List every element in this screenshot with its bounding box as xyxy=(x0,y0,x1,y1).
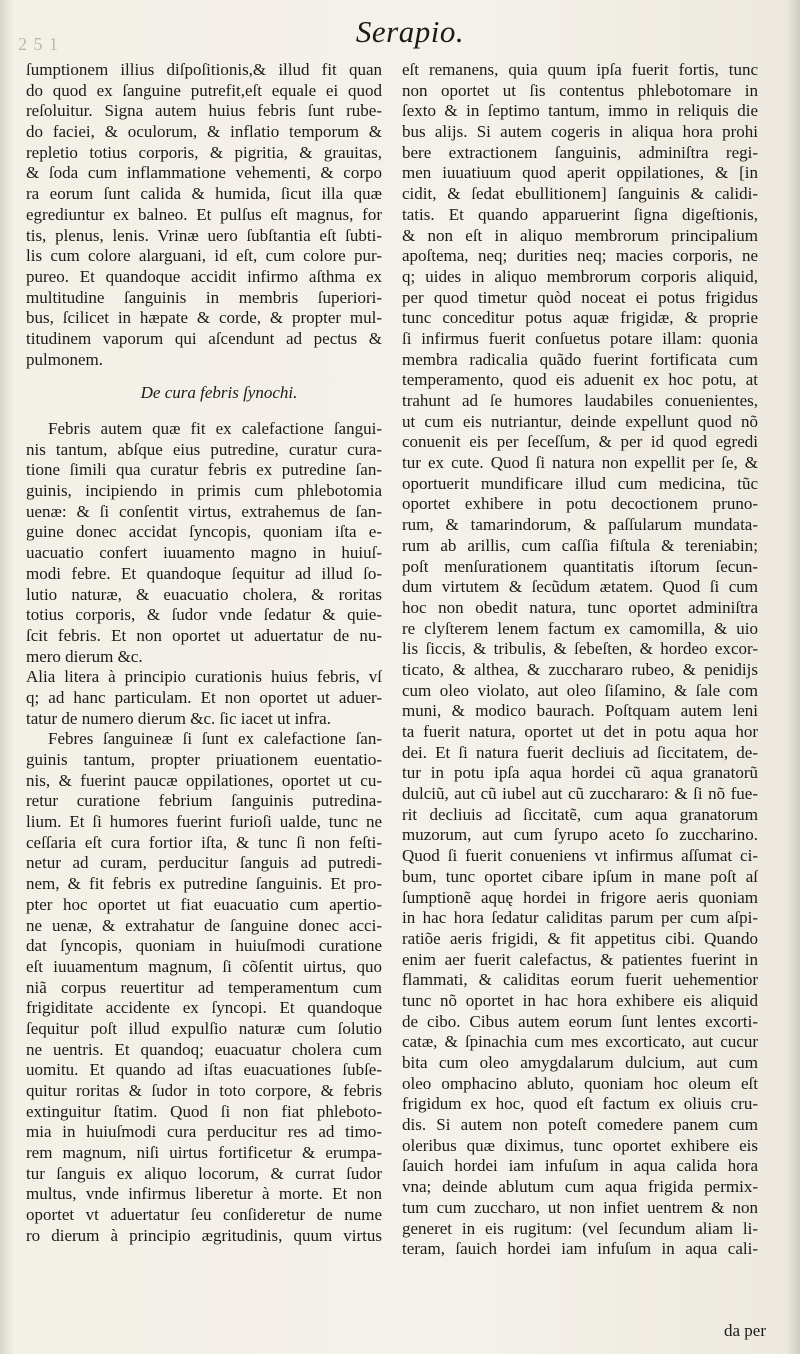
text-line: mia in huiuſmodi cura perducitur res ad timo- xyxy=(26,1122,382,1142)
text-line: ne uentris. Et quandoq; euacuatur cholera cum xyxy=(26,1039,382,1059)
text-line: retur curatione febrium ſanguinis putredina- xyxy=(26,791,382,811)
text-line: per quod timetur quòd noceat ei potus frigidus xyxy=(402,287,758,307)
text-line: bus alijs. Si autem cogeris in aliqua hora prohi xyxy=(402,122,758,142)
text-line: bus, ſcilicet in hæpate & corde, & propter mul- xyxy=(26,308,382,328)
text-line: multus, vnde infirmus liberetur à morte. Et non xyxy=(26,1184,382,1204)
text-line: guinis, incipiendo in primis cum phlebotomia xyxy=(26,481,382,501)
text-line: lis cum colore alarguani, id eſt, cum colore pur- xyxy=(26,246,382,266)
text-line: trahunt ad ſe humores laudabiles conuenientes, xyxy=(402,391,758,410)
text-line: flammati, & caliditas eorum fuerit uehementior xyxy=(402,970,758,990)
text-line: poſt menſurationem quantitatis iſtorum ſecun- xyxy=(402,556,758,576)
text-line: titudinem vaporum qui aſcendunt ad pectus & xyxy=(26,328,382,348)
right-text-column xyxy=(402,60,758,1260)
text-line: uomitu. Et quando ad iſtas euacuationes ſubſe- xyxy=(26,1060,382,1080)
text-line: nem, & fit febris ex putredine ſanguinis. Et pro- xyxy=(26,874,382,894)
text-line: q; uides in aliquo membrorum corporis aliquid, xyxy=(402,266,758,286)
text-line: eſt remanens, quia quum ipſa fuerit fortis, tunc xyxy=(402,60,758,79)
left-text-column xyxy=(26,60,382,1247)
text-line: tur ſanguis ex aliquo locorum, & currat ſudor xyxy=(26,1163,382,1183)
text-line: ro dierum à principio ægritudinis, quum virtus xyxy=(26,1225,382,1245)
text-line: temperamento, quod eis aduenit ex hoc potu, at xyxy=(402,370,758,390)
text-line: & non eſt in aliquo membrorum principalium xyxy=(402,225,758,245)
text-line: frigiditate accidente ex ſyncopi. Et quandoque xyxy=(26,998,382,1018)
text-line: enim aer fuerit calefactus, & patientes fuerint in xyxy=(402,949,758,969)
text-line: ſequitur poſt illud expulſio naturæ cum ſolutio xyxy=(26,1018,382,1038)
text-line: oportuerit mundificare illud cum medicina, tũc xyxy=(402,473,758,493)
text-line: tione ſimili qua curatur febris ex putredine ſan- xyxy=(26,460,382,480)
text-line: totius corporis, & ſudor vnde ſedatur & quie- xyxy=(26,605,382,625)
text-line: netur ad curam, perducitur ſanguis ad putredi- xyxy=(26,853,382,873)
text-line: lutio naturæ, & euacuatio cholera, & roritas xyxy=(26,584,382,604)
text-line: eſt iuuamentum magnum, ſi cõſentit uirtus, quo xyxy=(26,956,382,976)
text-line: quitur roritas & ſudor in toto corpore, & febris xyxy=(26,1081,382,1100)
text-line: nis tantum, abſque eius putredine, curatur cura- xyxy=(26,439,382,459)
text-line: tunc conceditur potus aquæ frigidæ, & proprie xyxy=(402,308,758,328)
text-line: extinguitur ſtatim. Quod ſi non fiat phleboto- xyxy=(26,1101,382,1121)
text-line: non oportet ut ſis contentus phlebotomare in xyxy=(402,80,758,100)
text-line: ticato, & althea, & zucchararo rubeo, & penidijs xyxy=(402,659,758,679)
section-heading: De cura febris ſynochi. xyxy=(140,383,298,403)
text-line: frigidum ex hoc, quod eſt factum ex oliuis cru- xyxy=(402,1094,758,1114)
text-line: lium. Et ſi humores fuerint furioſi ualde, tunc ne xyxy=(26,812,382,832)
text-line: re clyſterem lenem factum ex camomilla, & uio xyxy=(402,618,758,638)
text-line: tur in potu ipſa aqua hordei cũ aqua granatorũ xyxy=(402,763,758,783)
text-line: oportet vt aduertatur ſeu conſideretur de nume xyxy=(26,1205,382,1225)
text-line: in hac hora ſedatur caliditas parum per cum aſpi- xyxy=(402,908,758,928)
text-line: ſi infirmus fuerit conſuetus potare illam: quonia xyxy=(402,328,758,348)
text-line: tunc nõ oportet in hac hora exhibere eis aliquid xyxy=(402,990,758,1010)
text-line: lis ſiccis, & tribulis, & ſebeſten, & hordeo excor- xyxy=(402,639,758,659)
text-line: Febris autem quæ fit ex calefactione ſangui- xyxy=(48,419,382,438)
text-line: dat ſyncopis, quoniam in huiuſmodi curatione xyxy=(26,936,382,956)
text-line: mero dierum &c. xyxy=(26,646,143,666)
text-line: pulmonem. xyxy=(26,349,103,369)
text-line: ſcit febris. Et non oportet ut aduertatur de nu- xyxy=(26,625,382,645)
page-number: 2 5 1 xyxy=(18,34,59,54)
text-line: ne uenæ, & extrahatur de ſanguine donec acci- xyxy=(26,915,382,935)
text-line: & ſoda cum inflammatione vehementi, & corpo xyxy=(26,163,382,183)
running-head-text: Serapio. xyxy=(355,14,465,49)
text-line: niã corpus reuertitur ad temperamentum cum xyxy=(26,977,382,997)
text-line: uacuatio confert iuuamento magno in huiuſ- xyxy=(26,543,382,563)
text-line: conuenit eis per ſeceſſum, & per id quod egredi xyxy=(402,432,758,452)
text-line: repletio totius corporis, & pigritia, & grauitas, xyxy=(26,142,382,162)
text-line: muzorum, aut cum ſyrupo aceto ſo zuccharino. xyxy=(402,825,758,845)
text-line: do quod ex ſanguine putrefit,eſt equale ei quod xyxy=(26,80,382,100)
text-line: apoſtema, neq; durities neq; macies corporis, ne xyxy=(402,246,758,266)
text-line: ta fuerit natura, oportet ut det in potu aqua hor xyxy=(402,722,758,741)
text-line: cum oleo violato, aut oleo ſiſamino, & ſale com xyxy=(402,680,758,700)
text-line: ra eorum ſunt calida & humida, ſicut illa quæ xyxy=(26,184,382,204)
text-line: ſauich hordei iam infuſum in aqua calida hora xyxy=(402,1156,758,1176)
text-line: nis, & fuerint paucæ oppilationes, oportet ut cu- xyxy=(26,770,382,790)
text-line: do faciei, & oculorum, & inflatio temporum & xyxy=(26,122,382,142)
text-line: ſumptionẽ aquę hordei in frigore aeris quoniam xyxy=(402,887,758,907)
text-line: tatur de numero dierum &c. ſic iacet ut infra. xyxy=(26,708,331,728)
text-line: q; ad hanc particulam. Et non oportet ut aduer- xyxy=(26,687,382,707)
text-line: membra radicalia quãdo fuerint fortificata cum xyxy=(402,349,758,369)
text-line: oportet exhibere in potu decoctionem pruno- xyxy=(402,494,758,514)
text-line: modi febre. Et quandoque ſequitur ad illud ſo- xyxy=(26,563,382,583)
text-line: guinis tantum, propter priuationem euentatio- xyxy=(26,750,382,769)
text-line: men iuuatiuum quod aperit oppilationes, & [in xyxy=(402,163,758,183)
text-line: tum cum zuccharo, ut non infiet uentrem & non xyxy=(402,1197,758,1217)
text-line: dum virtutem & ſecũdum ætatem. Quod ſi cum xyxy=(402,577,758,597)
text-line: ſexto & in ſeptimo tantum, immo in reliquis die xyxy=(402,101,758,121)
text-line: bere extractionem ſanguinis, adminiſtra regi- xyxy=(402,142,758,162)
text-line: uenæ: & ſi conſentit virtus, extrahemus de ſan- xyxy=(26,501,382,521)
text-line: tur ex cute. Quod ſi natura non expellit per ſe, & xyxy=(402,453,758,473)
text-line: ſumptionem illius diſpoſitionis,& illud fit quan xyxy=(26,60,382,79)
text-line: cidit, & ſedat ebullitionem] ſanguinis & calidi- xyxy=(402,184,758,204)
text-line: bita cum oleo amygdalarum dulcium, aut cum xyxy=(402,1053,758,1072)
text-line: tis, plenus, lenis. Vrinæ uero ſubſtantia eſt ſubti- xyxy=(26,225,382,245)
text-line: bum, tunc oportet cibare ipſum in mane poſt aſ xyxy=(402,866,758,886)
text-line: oleo omphacino abluto, quoniam hoc oleum eſt xyxy=(402,1073,758,1093)
text-line: Alia litera à principio curationis huius febris, vſ xyxy=(26,667,382,687)
text-line: reſoluitur. Signa autem huius febris ſunt rube- xyxy=(26,101,382,121)
catchword: da per xyxy=(723,1321,766,1340)
text-line: Quod ſi fuerit conueniens vt infirmus aſſumat ci- xyxy=(402,846,758,866)
text-line: tatis. Et quando apparuerint ſigna digeſtionis, xyxy=(402,204,758,224)
text-line: Febres ſanguineæ ſi ſunt ex calefactione ſan- xyxy=(48,729,382,749)
text-line: rum ab arillis, cum caſſia fiſtula & tereniabin; xyxy=(402,535,758,555)
text-line: ratiõe aeris frigidi, & fit appetitus cibi. Quando xyxy=(402,928,758,948)
text-line: dei. Et ſi natura fuerit decliuis ad ſiccitatem, de- xyxy=(402,742,758,762)
text-line: pter hoc oportet ut fiat euacuatio cum apertio- xyxy=(26,894,382,914)
page-edge-shadow xyxy=(786,0,800,1354)
text-line: de cibo. Cibus autem eorum ſunt lentes excorti- xyxy=(402,1011,758,1031)
text-line: hoc non obedit natura, tunc oportet adminiſtra xyxy=(402,597,758,617)
text-line: ceſſaria eſt cura fortior iſta, & tunc ſi non feſti- xyxy=(26,832,382,852)
text-line: vna; deinde ablutum cum aqua frigida permix- xyxy=(402,1177,758,1197)
text-line: guine donec accidat ſyncopis, quoniam iſta e- xyxy=(26,522,382,542)
text-line: dis. Si autem non poteſt comedere panem cum xyxy=(402,1115,758,1135)
text-line: ut cum eis nutriantur, deinde expellunt quod nõ xyxy=(402,411,758,431)
text-line: dulciũ, aut cũ iubel aut cũ zucchararo: & ſi nõ fue- xyxy=(402,784,758,804)
text-line: generet in eis rugitum: (vel ſecundum aliam li- xyxy=(402,1218,758,1238)
text-line: egrediuntur ex balneo. Et pulſus eſt magnus, for xyxy=(26,204,382,224)
text-line: rum, & tamarindorum, & paſſularum mundata- xyxy=(402,515,758,535)
text-line: muni, & modico baurach. Poſtquam autem leni xyxy=(402,701,758,721)
text-line: multitudine ſanguinis in membris ſuperiori- xyxy=(26,287,382,307)
text-line: catæ, & ſpinachia cum mes excorticato, aut cucur xyxy=(402,1032,758,1052)
running-head xyxy=(0,14,800,50)
text-line: rit decliuis ad ſiccitatẽ, cum aqua granatorum xyxy=(402,804,758,824)
text-line: pureo. Et quandoque accidit infirmo aſthma ex xyxy=(26,266,382,286)
text-line: teram, ſauich hordei iam infuſum in aqua cali- xyxy=(402,1239,758,1259)
text-line: rem magnum, niſi uirtus fortificetur & erumpa- xyxy=(26,1143,382,1163)
text-line: oleribus quæ diximus, tunc oportet exhibere eis xyxy=(402,1135,758,1155)
